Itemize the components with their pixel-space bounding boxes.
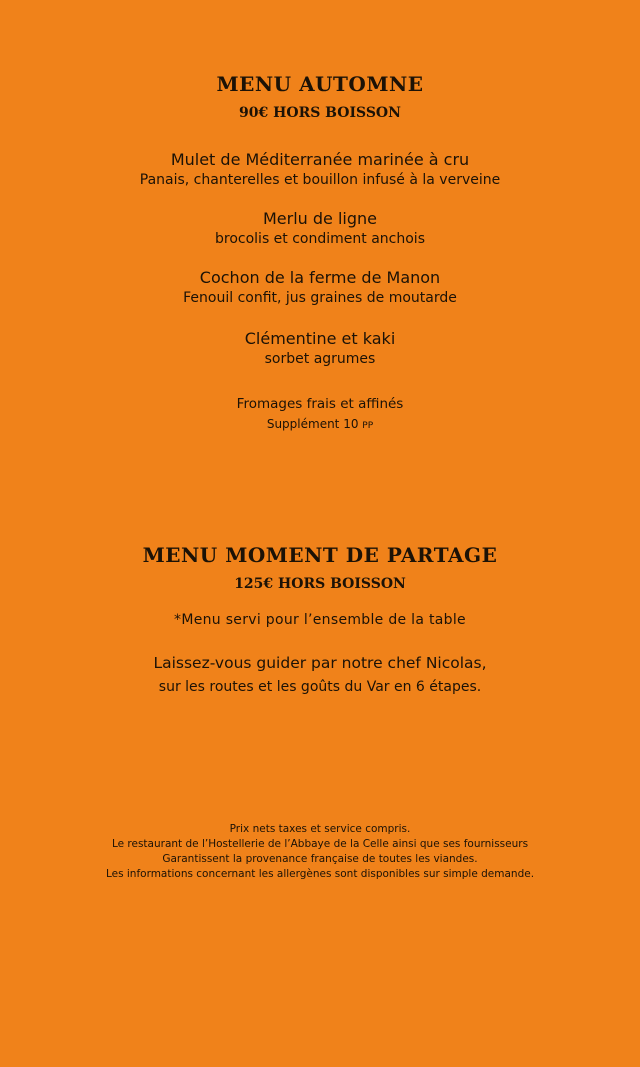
menu-partage-intro-1: Laissez-vous guider par notre chef Nicolas, [153, 654, 487, 672]
course-name: Cochon de la ferme de Manon [199, 268, 441, 287]
course-description: brocolis et condiment anchois [215, 231, 425, 247]
menu-automne-price: 90€ HORS BOISSON [239, 105, 401, 121]
course-name: Merlu de ligne [262, 209, 377, 228]
footer-notes [0, 822, 640, 882]
menu-partage-price: 125€ HORS BOISSON [234, 576, 406, 592]
menu-partage-note: *Menu servi pour l’ensemble de la table [174, 612, 466, 628]
menu-partage-intro-2: sur les routes et les goûts du Var en 6 étapes. [158, 679, 482, 695]
course-description: Fenouil confit, jus graines de moutarde [183, 290, 457, 306]
course-description: sorbet agrumes [264, 351, 376, 367]
supplement-unit: PP [362, 421, 374, 431]
cheese-course: Fromages frais et affinés [236, 396, 404, 412]
footer-line: Le restaurant de l’Hostellerie de l’Abbaye de la Celle ainsi que ses fournisseurs [111, 838, 529, 850]
footer-line: Les informations concernant les allergènes sont disponibles sur simple demande. [105, 868, 535, 880]
footer-line: Garantissent la provenance française de toutes les viandes. [162, 853, 478, 865]
course-name: Clémentine et kaki [244, 329, 396, 348]
course-description: Panais, chanterelles et bouillon infusé à la verveine [139, 172, 501, 188]
menu-partage-title: MENU MOMENT DE PARTAGE [142, 543, 498, 567]
cheese-supplement [0, 417, 640, 431]
supplement-text: Supplément 10 [266, 417, 359, 431]
menu-automne-title: MENU AUTOMNE [216, 72, 424, 96]
course-name: Mulet de Méditerranée marinée à cru [170, 150, 470, 169]
footer-line: Prix nets taxes et service compris. [229, 823, 411, 835]
